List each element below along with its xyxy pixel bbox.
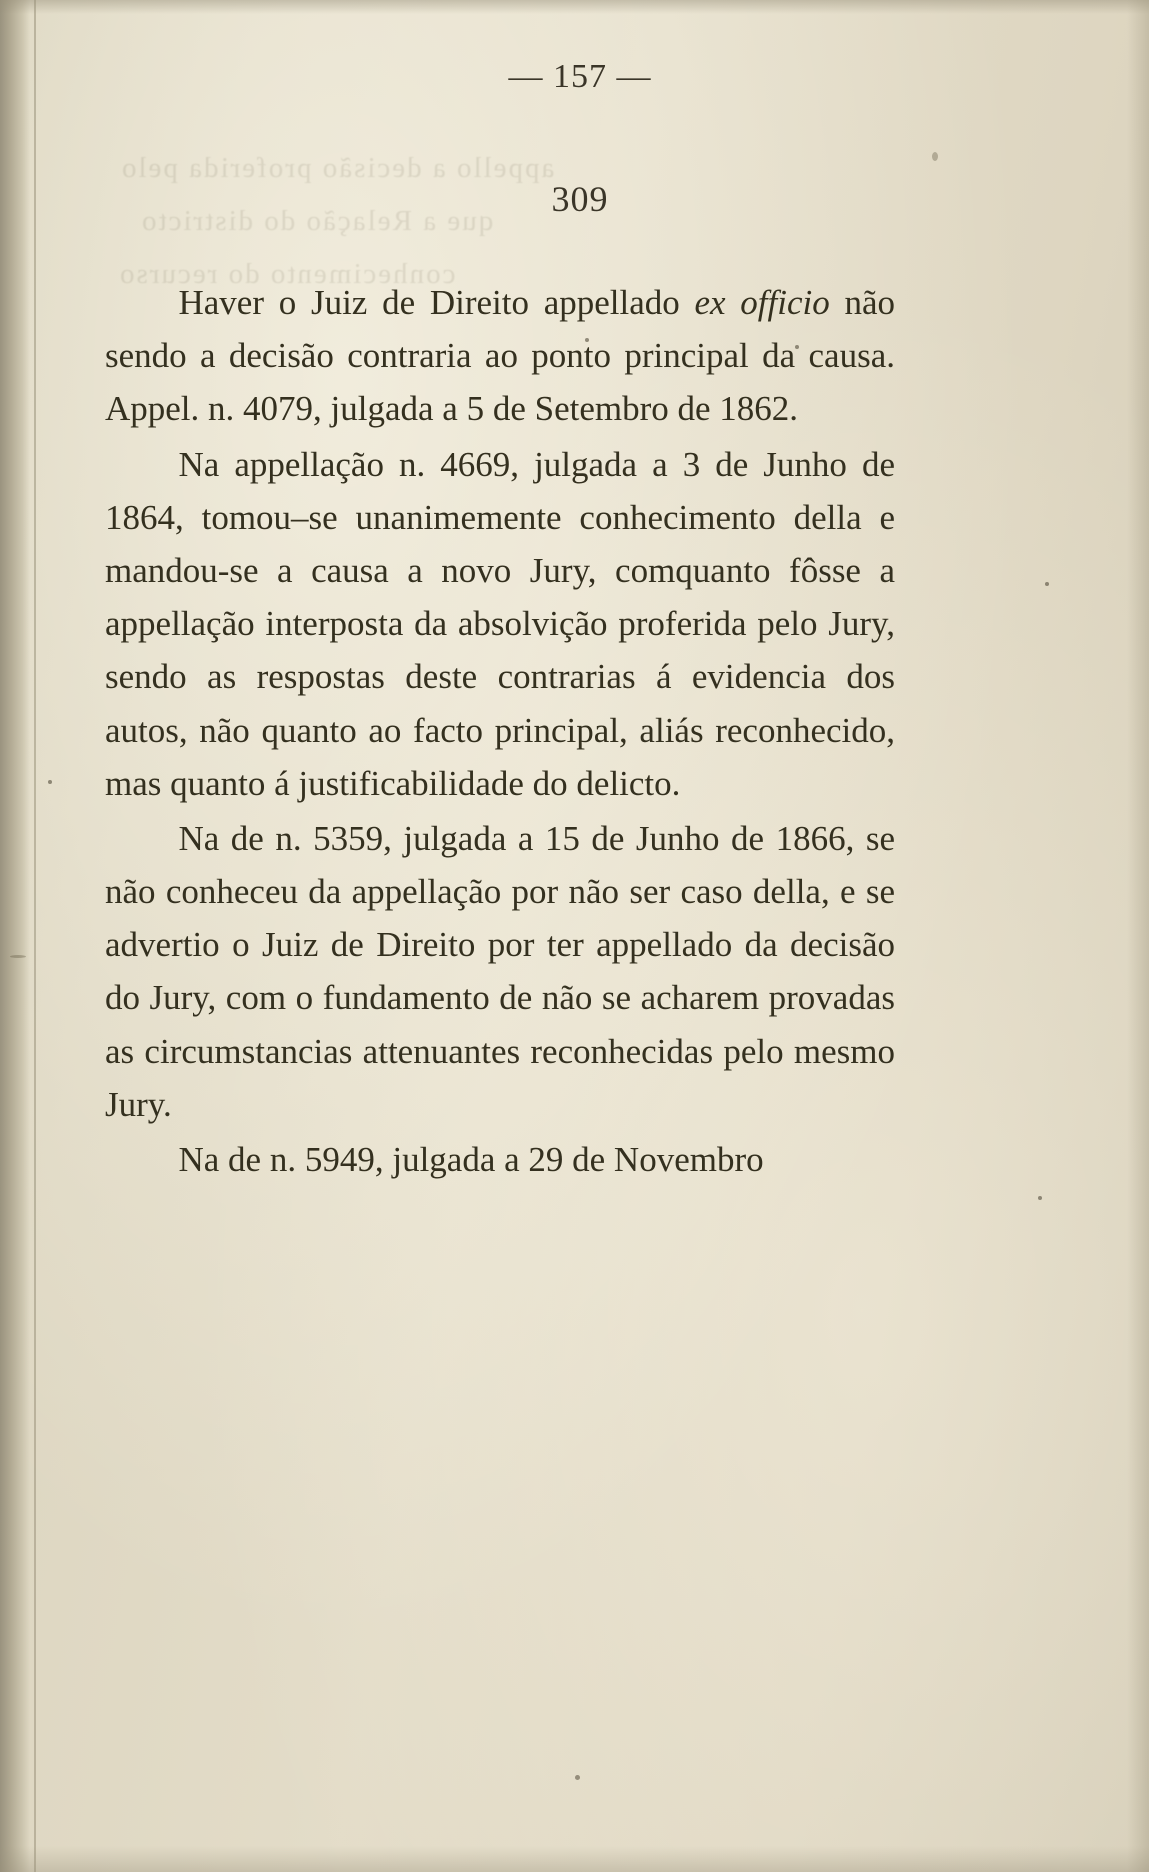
paper-speck [575,1775,580,1780]
page-edge-right [1127,0,1149,1872]
paper-speck [48,780,52,784]
bleed-through-line: appello a decisão proferida pelo [120,152,555,184]
body-text [105,276,895,1186]
paragraph: Na appellação n. 4669, julgada a 3 de Junho de 1864, tomou–se unanimemente conhecimento della e mandou-se a causa a novo Jury, comquanto fôsse a appellação interposta da absolvição proferida pelo Jury, sendo as respostas deste contrarias á evidencia dos autos, não quanto ao facto principal, aliás reconhecido, mas quanto á justificabilidade do delicto. [105,444,895,803]
paragraph: Haver o Juiz de Direito appellado ex officio não sendo a decisão contraria ao ponto principal da causa. Appel. n. 4079, julgada a 5 de Setembro de 1862. [105,283,895,429]
page-gutter-shadow [0,0,30,1872]
paragraph: Na de n. 5949, julgada a 29 de Novembro [178,1140,764,1179]
paragraph: Na de n. 5359, julgada a 15 de Junho de 1866, se não conheceu da appellação por não ser caso della, e se advertio o Juiz de Direito por ter appellado da decisão do Jury, com o fundamento de não se acharem provadas as circumstancias attenuantes reconhecidas pelo mesmo Jury. [105,818,895,1124]
paper-speck [1038,1196,1042,1200]
page-gutter-line [34,0,36,1872]
section-number: 309 [551,179,609,219]
page-content [105,0,1055,1186]
bleed-through-line: conhecimento do recurso [118,258,456,290]
bleed-through-line: que a Relação do districto [140,205,494,237]
page-edge-bottom [0,1846,1149,1872]
paper-speck [10,955,26,958]
page-folio: — 157 — [508,58,652,95]
